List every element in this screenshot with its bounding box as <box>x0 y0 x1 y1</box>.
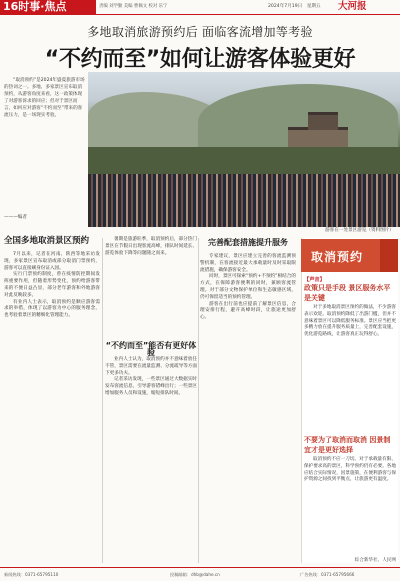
paragraph: 游客在出行前也应提前了解景区信息，合理安排行程，避开高峰时段，让旅途更加舒心。 <box>200 301 296 321</box>
main-headline: “不约而至”如何让游客体验更好 <box>44 47 356 72</box>
commentary-title: 政策只是手段 景区服务水平是关键 <box>304 284 391 302</box>
footer-ad-hotline: 广告热线：0371-65795666 <box>300 572 355 577</box>
masthead-rule <box>0 14 400 15</box>
section-title: 16时事·焦点 <box>0 0 96 14</box>
paragraph: 有业内人士表示，取消预约是顺应游客需求的举措，体现了以游客为中心的服务理念，也考验着景区的精细化管理能力。 <box>4 299 100 319</box>
article-subhead-1: 全国多地取消景区预约 <box>4 236 90 246</box>
commentary-banner <box>301 239 398 272</box>
paragraph: 取消预约不应一刀切。对于承载量有限、保护要求高的景区，科学预约仍有必要。各地应结合实际情况，因景施策，在便利游客与保护资源之间找到平衡点，让旅游更有温度。 <box>304 457 396 483</box>
footer-rule <box>0 567 400 568</box>
banner-flag-icon <box>380 239 398 272</box>
commentary-body-1 <box>304 305 396 339</box>
issue-date: 2024年7月19日 星期五 <box>268 4 321 9</box>
editor-note: “取消预约”是2024年盛夏旅游市场的热词之一。多地、多家景区宣布取消预约，从游客角度来看，这一政策体现了对游客诉求的回应；但对于景区而言，如何应对游客“不约而至”带来的客流压力，是一场现实考验。 <box>4 78 85 118</box>
paragraph: 7月以来，记者在河南、陕西等地采访发现，多家景区宣布取消或部分取消门票预约，游客可以直接刷身份证入园。 <box>4 252 100 271</box>
column-divider <box>102 238 103 563</box>
article-column-3 <box>200 254 296 322</box>
commentary-tag: 【声音】 <box>304 277 325 283</box>
news-photo <box>88 72 400 227</box>
column-divider <box>198 238 199 563</box>
newspaper-logo: 大河报 <box>338 1 367 12</box>
footer-email: 投稿邮箱：dhb@dahe.cn <box>170 572 220 577</box>
footer <box>0 569 400 581</box>
footer-news-hotline: 新闻热线：0371-65795110 <box>4 572 59 577</box>
commentary-subtitle-2: 不要为了取消而取消 因景制宜才是更好选择 <box>304 436 391 454</box>
editor-note-sign: ———编者 <box>4 215 27 220</box>
article-column-2-top <box>105 237 197 257</box>
article-column-1 <box>4 252 100 320</box>
paragraph: 记者采访发现，一些景区通过大数据实时发布客流信息，引导游客错峰出行；一些景区增加服务人员和设施，缩短排队时间。 <box>105 377 197 396</box>
paragraph: 实行门票预约制度，曾在疫情防控期间发挥重要作用，但随着形势变化，预约给游客带来的不便日益凸显，部分老年游客和外地游客对此反映较多。 <box>4 272 100 298</box>
paragraph: 暑期是旅游旺季，取消预约后，部分热门景区在节假日出现客流高峰，排队时间延长、游览体验下降等问题随之而来。 <box>105 237 197 256</box>
paragraph: 对于多地取消景区预约的做法，不少游客表示欢迎。取消预约降低了出游门槛，但并不意味着景区可以降低服务标准。景区应当把更多精力放在提升服务质量上，完善配套设施，优化游览路线，让游客真正玩得舒心。 <box>304 305 396 338</box>
paragraph: 业内人士认为，取消预约并不意味着放任不管，景区需要在流量监测、分流疏导等方面下更多功夫。 <box>105 357 197 376</box>
article-column-2 <box>105 357 197 398</box>
commentary-body-2 <box>304 457 396 484</box>
commentary-source: 综合新华社、人民网 <box>354 558 396 563</box>
paragraph: 同时，景区可探索“预约+不预约”相结合的方式，在保障游客便利的同时，兼顾客流管理。对于部分文物保护单位和生态敏感区域，仍可保留适当的预约管理。 <box>200 274 296 300</box>
editor-credits: 责编 刘学勤 美编 曹佩文 校对 乐宁 <box>99 4 168 9</box>
article-subhead-3: 完善配套措施提升服务 <box>208 238 288 247</box>
photo-caption: 游客在一处景区游览（资料图片） <box>325 228 394 233</box>
paragraph: 专家建议，景区应建立完善的客流监测预警机制，在客流接近最大承载量时及时采取限流措施，确保游客安全。 <box>200 254 296 273</box>
article-subhead-2: “不约而至”能否有更好体验 <box>105 341 197 357</box>
commentary-banner-label: 取消预约 <box>311 250 364 264</box>
sub-headline: 多地取消旅游预约后 面临客流增加等考验 <box>87 25 313 39</box>
